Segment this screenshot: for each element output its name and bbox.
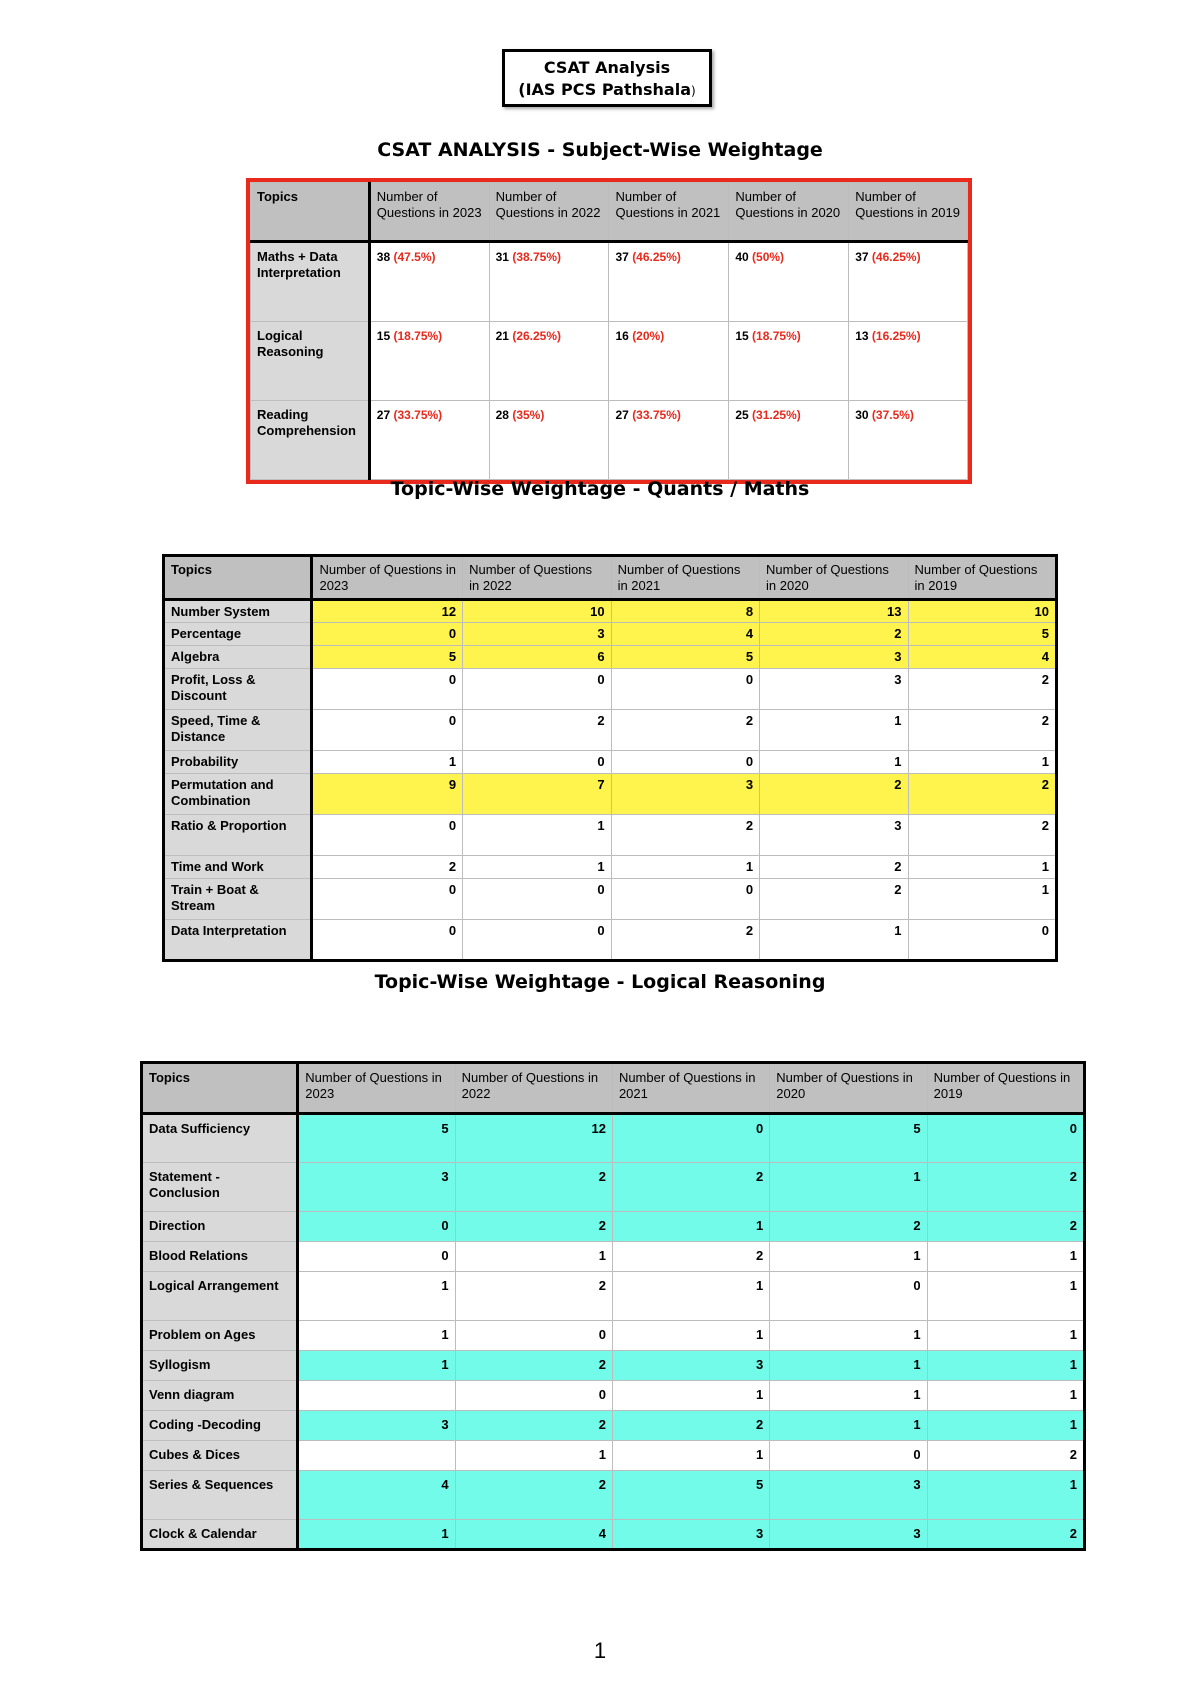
table-row <box>164 669 1057 710</box>
cell-count-percent <box>369 401 489 480</box>
cell-value: 5 <box>312 646 463 669</box>
cell-value: 1 <box>927 1411 1084 1441</box>
cell-value: 4 <box>611 623 759 646</box>
cell-count-percent <box>369 322 489 401</box>
cell-value: 1 <box>463 856 611 879</box>
cell-count-percent <box>849 322 968 401</box>
cell-percent: (33.75%) <box>393 408 443 422</box>
cell-value <box>298 1441 455 1471</box>
cell-percent: (47.5%) <box>393 250 436 264</box>
column-header-topics: Topics <box>142 1063 298 1114</box>
cell-count: 31 <box>495 250 509 264</box>
row-topic: Cubes & Dices <box>142 1441 298 1471</box>
cell-value: 1 <box>927 1351 1084 1381</box>
cell-count-percent <box>609 322 729 401</box>
cell-value: 9 <box>312 774 463 815</box>
cell-value: 5 <box>298 1114 455 1163</box>
cell-percent: (31.25%) <box>752 408 801 422</box>
cell-value: 1 <box>312 751 463 774</box>
cell-count-percent <box>609 401 729 480</box>
cell-value: 1 <box>908 879 1056 920</box>
logical-title: Topic-Wise Weightage - Logical Reasoning <box>374 971 826 993</box>
cell-count-percent <box>609 242 729 322</box>
table-row <box>251 242 968 322</box>
cell-value: 2 <box>760 774 908 815</box>
cell-count: 25 <box>735 408 749 422</box>
cell-value: 2 <box>455 1471 612 1520</box>
cell-value: 2 <box>908 815 1056 856</box>
cell-value: 2 <box>455 1351 612 1381</box>
cell-value: 6 <box>463 646 611 669</box>
table-row <box>164 751 1057 774</box>
subject-wise-title: CSAT ANALYSIS - Subject-Wise Weightage <box>377 139 823 161</box>
cell-value: 0 <box>908 920 1056 961</box>
cell-count-percent <box>369 242 489 322</box>
column-header-year: Number of Questions in 2020 <box>729 183 849 242</box>
cell-percent: (50%) <box>752 250 785 264</box>
cell-value: 1 <box>463 815 611 856</box>
cell-value: 4 <box>908 646 1056 669</box>
column-header-year: Number of Questions in 2020 <box>760 556 908 600</box>
cell-percent: (38.75%) <box>512 250 562 264</box>
row-topic: Problem on Ages <box>142 1321 298 1351</box>
column-header-year: Number of Questions in 2023 <box>312 556 463 600</box>
row-topic: Statement - Conclusion <box>142 1163 298 1212</box>
cell-count: 40 <box>735 250 749 264</box>
logical-reasoning-table <box>140 1061 1086 1551</box>
cell-value <box>298 1381 455 1411</box>
page-number: 1 <box>593 1638 607 1663</box>
cell-count-percent <box>729 322 849 401</box>
cell-value: 2 <box>455 1272 612 1321</box>
cell-value: 3 <box>611 774 759 815</box>
cell-value: 0 <box>612 1114 769 1163</box>
cell-value: 2 <box>908 774 1056 815</box>
cell-value: 2 <box>927 1441 1084 1471</box>
cell-value: 1 <box>770 1321 927 1351</box>
cell-count-percent <box>489 322 609 401</box>
cell-value: 1 <box>927 1321 1084 1351</box>
cell-value: 1 <box>298 1272 455 1321</box>
cell-count-percent <box>489 401 609 480</box>
cell-value: 3 <box>298 1163 455 1212</box>
cell-value: 5 <box>612 1471 769 1520</box>
column-header-year: Number of Questions in 2022 <box>463 556 611 600</box>
cell-value: 0 <box>298 1212 455 1242</box>
cell-value: 0 <box>611 669 759 710</box>
column-header-topics: Topics <box>251 183 370 242</box>
table-row <box>164 774 1057 815</box>
cell-value: 3 <box>760 815 908 856</box>
cell-value: 2 <box>908 710 1056 751</box>
table-row <box>164 815 1057 856</box>
cell-value: 5 <box>770 1114 927 1163</box>
table-row <box>164 879 1057 920</box>
cell-value: 1 <box>770 1351 927 1381</box>
table-row <box>142 1471 1085 1520</box>
cell-value: 0 <box>312 710 463 751</box>
table-header-row <box>164 556 1057 600</box>
cell-value: 5 <box>908 623 1056 646</box>
row-topic: Probability <box>164 751 312 774</box>
row-topic: Ratio & Proportion <box>164 815 312 856</box>
cell-value: 2 <box>611 815 759 856</box>
column-header-year: Number of Questions in 2021 <box>611 556 759 600</box>
cell-count: 21 <box>495 329 509 343</box>
row-topic: Data Interpretation <box>164 920 312 961</box>
cell-count: 27 <box>376 408 391 422</box>
cell-value: 13 <box>760 600 908 623</box>
cell-count: 27 <box>615 408 629 422</box>
cell-percent: (46.25%) <box>632 250 681 264</box>
cell-value: 7 <box>463 774 611 815</box>
column-header-year: Number of Questions in 2019 <box>849 183 968 242</box>
cell-value: 0 <box>463 879 611 920</box>
cell-value: 3 <box>770 1471 927 1520</box>
cell-value: 2 <box>927 1212 1084 1242</box>
cell-percent: (18.75%) <box>752 329 801 343</box>
cell-value: 1 <box>927 1272 1084 1321</box>
cell-value: 0 <box>927 1114 1084 1163</box>
cell-value: 0 <box>455 1321 612 1351</box>
cell-count: 37 <box>615 250 629 264</box>
cell-value: 0 <box>463 669 611 710</box>
cell-value: 1 <box>770 1381 927 1411</box>
column-header-topics: Topics <box>164 556 312 600</box>
cell-value: 10 <box>463 600 611 623</box>
cell-value: 2 <box>455 1411 612 1441</box>
cell-count: 38 <box>376 250 391 264</box>
cell-count-percent <box>849 401 968 480</box>
row-topic: Data Sufficiency <box>142 1114 298 1163</box>
row-topic: Time and Work <box>164 856 312 879</box>
row-topic: Logical Reasoning <box>251 322 370 401</box>
cell-value: 1 <box>927 1471 1084 1520</box>
cell-value: 1 <box>612 1381 769 1411</box>
cell-value: 3 <box>612 1351 769 1381</box>
cell-value: 0 <box>770 1441 927 1471</box>
cell-count-percent <box>729 401 849 480</box>
cell-count: 15 <box>376 329 391 343</box>
cell-count: 16 <box>615 329 629 343</box>
cell-value: 0 <box>312 623 463 646</box>
table-row <box>251 322 968 401</box>
cell-value: 1 <box>298 1520 455 1550</box>
cell-value: 3 <box>463 623 611 646</box>
row-topic: Percentage <box>164 623 312 646</box>
column-header-year: Number of Questions in 2020 <box>770 1063 927 1114</box>
row-topic: Coding -Decoding <box>142 1411 298 1441</box>
row-topic: Speed, Time & Distance <box>164 710 312 751</box>
row-topic: Logical Arrangement <box>142 1272 298 1321</box>
row-topic: Syllogism <box>142 1351 298 1381</box>
cell-value: 2 <box>463 710 611 751</box>
cell-value: 2 <box>760 879 908 920</box>
row-topic: Series & Sequences <box>142 1471 298 1520</box>
column-header-year: Number of Questions in 2019 <box>908 556 1056 600</box>
cell-percent: (16.25%) <box>871 329 921 343</box>
table-row <box>164 920 1057 961</box>
table-row <box>164 710 1057 751</box>
document-title: CSAT Analysis <box>543 58 671 77</box>
cell-value: 3 <box>298 1411 455 1441</box>
cell-value: 0 <box>463 920 611 961</box>
cell-value: 1 <box>612 1272 769 1321</box>
row-topic: Profit, Loss & Discount <box>164 669 312 710</box>
cell-value: 0 <box>312 669 463 710</box>
cell-value: 0 <box>312 815 463 856</box>
cell-count-percent <box>849 242 968 322</box>
table-row <box>142 1381 1085 1411</box>
cell-value: 2 <box>760 856 908 879</box>
cell-count-percent <box>489 242 609 322</box>
cell-value: 0 <box>611 879 759 920</box>
table-header-row <box>251 183 968 242</box>
row-topic: Clock & Calendar <box>142 1520 298 1550</box>
column-header-year: Number of Questions in 2021 <box>609 183 729 242</box>
cell-value: 1 <box>770 1411 927 1441</box>
cell-value: 1 <box>612 1212 769 1242</box>
cell-value: 4 <box>298 1471 455 1520</box>
table-row <box>142 1441 1085 1471</box>
cell-value: 3 <box>612 1520 769 1550</box>
cell-value: 3 <box>760 669 908 710</box>
cell-value: 0 <box>611 751 759 774</box>
cell-value: 2 <box>312 856 463 879</box>
cell-value: 1 <box>927 1381 1084 1411</box>
cell-value: 10 <box>908 600 1056 623</box>
cell-value: 2 <box>612 1242 769 1272</box>
cell-value: 1 <box>455 1441 612 1471</box>
cell-count: 15 <box>735 329 749 343</box>
cell-value: 1 <box>760 710 908 751</box>
row-topic: Maths + Data Interpretation <box>251 242 370 322</box>
cell-value: 2 <box>612 1411 769 1441</box>
column-header-year: Number of Questions in 2021 <box>612 1063 769 1114</box>
subject-wise-table <box>250 182 968 480</box>
cell-value: 1 <box>298 1351 455 1381</box>
cell-value: 2 <box>455 1163 612 1212</box>
cell-percent: (46.25%) <box>871 250 921 264</box>
cell-value: 3 <box>770 1520 927 1550</box>
cell-value: 2 <box>927 1520 1084 1550</box>
row-topic: Permutation and Combination <box>164 774 312 815</box>
row-topic: Train + Boat & Stream <box>164 879 312 920</box>
document-subtitle: (IAS PCS Pathshala) <box>518 80 696 99</box>
cell-value: 1 <box>760 920 908 961</box>
quants-title: Topic-Wise Weightage - Quants / Maths <box>390 478 810 500</box>
cell-value: 2 <box>612 1163 769 1212</box>
cell-value: 1 <box>760 751 908 774</box>
cell-percent: (18.75%) <box>393 329 443 343</box>
table-row <box>142 1321 1085 1351</box>
cell-value: 0 <box>463 751 611 774</box>
quants-table <box>162 554 1058 962</box>
table-row <box>142 1242 1085 1272</box>
cell-value: 0 <box>312 879 463 920</box>
cell-value: 8 <box>611 600 759 623</box>
cell-count: 37 <box>855 250 869 264</box>
table-row <box>142 1212 1085 1242</box>
cell-value: 2 <box>455 1212 612 1242</box>
table-row <box>142 1272 1085 1321</box>
cell-value: 1 <box>770 1242 927 1272</box>
cell-percent: (20%) <box>632 329 665 343</box>
cell-value: 1 <box>927 1242 1084 1272</box>
table-row <box>142 1520 1085 1550</box>
cell-value: 2 <box>770 1212 927 1242</box>
cell-value: 0 <box>455 1381 612 1411</box>
cell-value: 0 <box>770 1272 927 1321</box>
table-row <box>164 856 1057 879</box>
cell-count: 13 <box>855 329 869 343</box>
cell-count-percent <box>729 242 849 322</box>
row-topic: Venn diagram <box>142 1381 298 1411</box>
cell-percent: (35%) <box>512 408 545 422</box>
row-topic: Reading Comprehension <box>251 401 370 480</box>
cell-percent: (33.75%) <box>632 408 681 422</box>
cell-percent: (26.25%) <box>512 329 562 343</box>
table-row <box>142 1351 1085 1381</box>
column-header-year: Number of Questions in 2022 <box>455 1063 612 1114</box>
cell-value: 1 <box>455 1242 612 1272</box>
table-row <box>251 401 968 480</box>
row-topic: Algebra <box>164 646 312 669</box>
cell-value: 1 <box>611 856 759 879</box>
cell-value: 2 <box>611 710 759 751</box>
cell-value: 4 <box>455 1520 612 1550</box>
table-row <box>164 623 1057 646</box>
cell-value: 1 <box>908 751 1056 774</box>
cell-percent: (37.5%) <box>871 408 914 422</box>
cell-value: 1 <box>908 856 1056 879</box>
cell-value: 1 <box>612 1441 769 1471</box>
cell-value: 1 <box>612 1321 769 1351</box>
cell-value: 5 <box>611 646 759 669</box>
cell-value: 0 <box>312 920 463 961</box>
table-row <box>142 1163 1085 1212</box>
table-row <box>142 1114 1085 1163</box>
cell-value: 2 <box>760 623 908 646</box>
cell-count: 28 <box>495 408 509 422</box>
document-title-box <box>502 49 712 107</box>
cell-value: 2 <box>927 1163 1084 1212</box>
cell-value: 12 <box>455 1114 612 1163</box>
table-header-row <box>142 1063 1085 1114</box>
column-header-year: Number of Questions in 2023 <box>298 1063 455 1114</box>
cell-value: 0 <box>298 1242 455 1272</box>
row-topic: Blood Relations <box>142 1242 298 1272</box>
cell-value: 3 <box>760 646 908 669</box>
cell-value: 2 <box>611 920 759 961</box>
column-header-year: Number of Questions in 2023 <box>369 183 489 242</box>
cell-value: 1 <box>298 1321 455 1351</box>
cell-count: 30 <box>855 408 869 422</box>
column-header-year: Number of Questions in 2022 <box>489 183 609 242</box>
table-row <box>164 646 1057 669</box>
table-row <box>164 600 1057 623</box>
column-header-year: Number of Questions in 2019 <box>927 1063 1084 1114</box>
row-topic: Number System <box>164 600 312 623</box>
cell-value: 2 <box>908 669 1056 710</box>
row-topic: Direction <box>142 1212 298 1242</box>
table-row <box>142 1411 1085 1441</box>
cell-value: 12 <box>312 600 463 623</box>
cell-value: 1 <box>770 1163 927 1212</box>
